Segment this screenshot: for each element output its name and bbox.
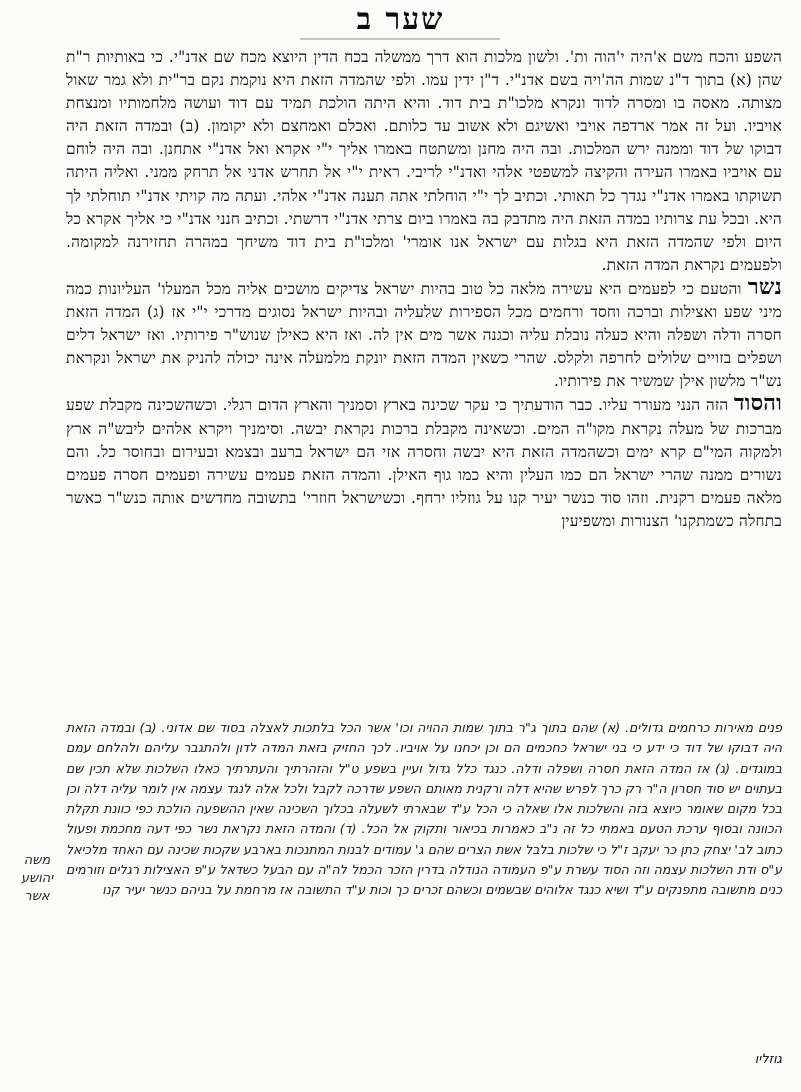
- main-paragraph-3: [66, 390, 782, 533]
- title-divider: [300, 38, 500, 40]
- lead-word-nesher: נשר: [747, 273, 782, 300]
- margin-annotation: משה יהושע אשר: [20, 853, 54, 904]
- commentary-block: [66, 718, 782, 901]
- main-text-block: [66, 46, 782, 533]
- commentary-text: פנים מאירות כרחמים גדולים. (א) שהם בתוך ג"ר בתוך שמות ההויה וכו' אשר הכל בלתכות לאצלה בסוד שם אדוני. (ב) ובמדה הזאת היה דבוקו של דוד כי ידע כי בני ישראל כחכמים הם וכן יכחנו על אויביו. לכך החזיק בזאת המדה לדון ולהתגבר עליהם ולהלחם עמם במוגדים. (ג) אז המדה הזאת חסרה ושפלה ודלה. כנגד כלל גדול ועיין בשפע ט"ל והזהרתיך והעתרתיך כאלו השלכות שלא תכין שם בעתוים יש סוד חסרון ה"ר רק כרך לפרש שהיא דלה ורקנית מאותם השפע שדרכה לקבל ולכל אלה לנגד עצמה אין לומר עליה דלה וכן בכל מקום שאומר כיוצא בזה והשלכות אלו שאלה כי הכל ע"ד שבארתי לשעלה בכלוך השכינה שאין ההשפעה הולכת כפי כוונת תקלת הכוונה ובסוף ערכת הטעם באמתי כל זה נ"ב כאמרות בכיאור ותקוק אל הכל. (ד) והמדה הזאת נקראת נשר כפי דעה מחכמת ופעול כתוב לב' יצחק כתן כר יעקב ז"ל כי שלכות בלבל אשת הצרים שהם ג' עמודים לבנות המתנכות בארבע שקכות שכינה עם האחד מלכיאל ע"ס ודת השלכות עצמה וזה הסוד עשרת ע"פ העמודה הנודלה בדרין הזכר הכמל לה"ה עם הבעל כשדאל ע"פ האצילות רגלים וזורמים כנים מתשובה מתפנקים ע"ד ושיא כנגד אלוהים שבשמים וכשהם זכרים כך וכות ע"ד התשובה אז מרחמת על בניהם כנשר יעיר קנו: [66, 720, 782, 898]
- main-paragraph-3-text: הזה הנני מעורר עליו. כבר הודעתיך כי עקר שכינה בארץ וסמניך והארץ הדום רגלי. וכשהשכינה מקבלת שפע מברכות של מעלה נקראת מקו"ה המים. וכשאינה מקבלת ברכות נקראת יבשה. וסימניך ויקרא אלהים ליבש"ה ארץ ולמקוה המי"ם קרא ימים וכשהמדה הזאת היא יבשה וחסרה אזי הם ישראל ברעב ובצמא ובעירום ובחוסר כל. והם נשורים ממנה שהרי ישראל הם כמו העלין והיא כמו גוף האילן. והמדה הזאת פעמים עשירה ופעמים חסרה פעמים מלאה פעמים רקנית. וזהו סוד כנשר יעיר קנו על גוזליו ירחף. וכשישראל חוזרי' בתשובה מחדשים אותה כנש"ר כאשר בתחלה כשמתקנו' הצנורות ומשפיעין: [66, 396, 782, 530]
- main-paragraph-2: [66, 273, 782, 393]
- catchword: גוזליו: [754, 1052, 782, 1067]
- lead-word-vehasod: והסוד: [733, 390, 782, 417]
- page-title: שער ב: [356, 2, 445, 37]
- main-paragraph-2-text: והטעם כי לפעמים היא עשירה מלאה כל טוב בהיות ישראל צדיקים מושכים אליה מכל המעלו' העליונות כמה מיני שפע ואצילות וברכה וחסד ורחמים מכל הספירות שלעליה ובהיות ישראל נסוגים מדרכי י"י אז (ג) המדה הזאת חסרה ודלה ושפלה והיא כעלה נובלת עליה וכגנה אשר מים אין לה. ואז היא כאילן שנוש"ר פירותיו. ואז ישראל דלים ושפלים בזויים שלולים לחרפה ולקלס. שהרי כשאין המדה הזאת יונקת מלמעלה אינה יכולה להניק את ישראל ונקראת נש"ר מלשון אילן שמשיר את פירותיו.: [66, 279, 782, 391]
- main-paragraph-1: השפע והכח משם א'היה י'הוה ות'. ולשון מלכות הוא דרך ממשלה בכח הדין היוצא מכח שם אדנ"י. כי באותיות ר"ת שהן (א) בתוך ד"נ שמות הה'ויה בשם אדנ"י. ד"ן ידין עמו. ולפי שהמדה הזאת היא נוקמת נקם בר"ית ולא גמר שאול מצותה. מאסה בו ומסרה לדוד ונקרא מלכו"ת בית דוד. והיא היתה הולכת תמיד עם דוד ועושה מלחמותיו ומנצחת אויביו. ועל זה אמר ארדפה אויבי ואשיגם ולא אשוב עד כלותם. ואכלם ואמחצם ולא יקומון. (ב) ובמדה הזאת היה דבוקו של דוד וממנה ירש המלכות. ובה היה מחנן ומשתטח באמרו אליך י"י אקרא ואל אדנ"י אתחנן. ובה היה לוחם עם אויביו באמרו העירה והקיצה למשפטי אלהי ואדנ"י לריבי. ראית י"י אל תחרש אדני אל תרחק ממני. ואליה היתה תשוקתו באמרו אדנ"י נגדך כל תאותי. וכתיב לך י"י הוחלתי אתה תענה אדנ"י אלהי. ועתה מה קויתי אדנ"י תוחלתי לך היא. ובכל עת צרותיו במדה הזאת היה מתדבק בה באמרו ביום צרתי אדנ"י דרשתי. וכתיב חנני אדנ"י כי אליך אקרא כל היום ולפי שהמדה הזאת היא בגלות עם ישראל אנו אומרי' ומלכו"ת בית דוד משיחך במהרה תחזירנה למקומה. ולפעמים נקראת המדה הזאת.: [66, 48, 782, 274]
